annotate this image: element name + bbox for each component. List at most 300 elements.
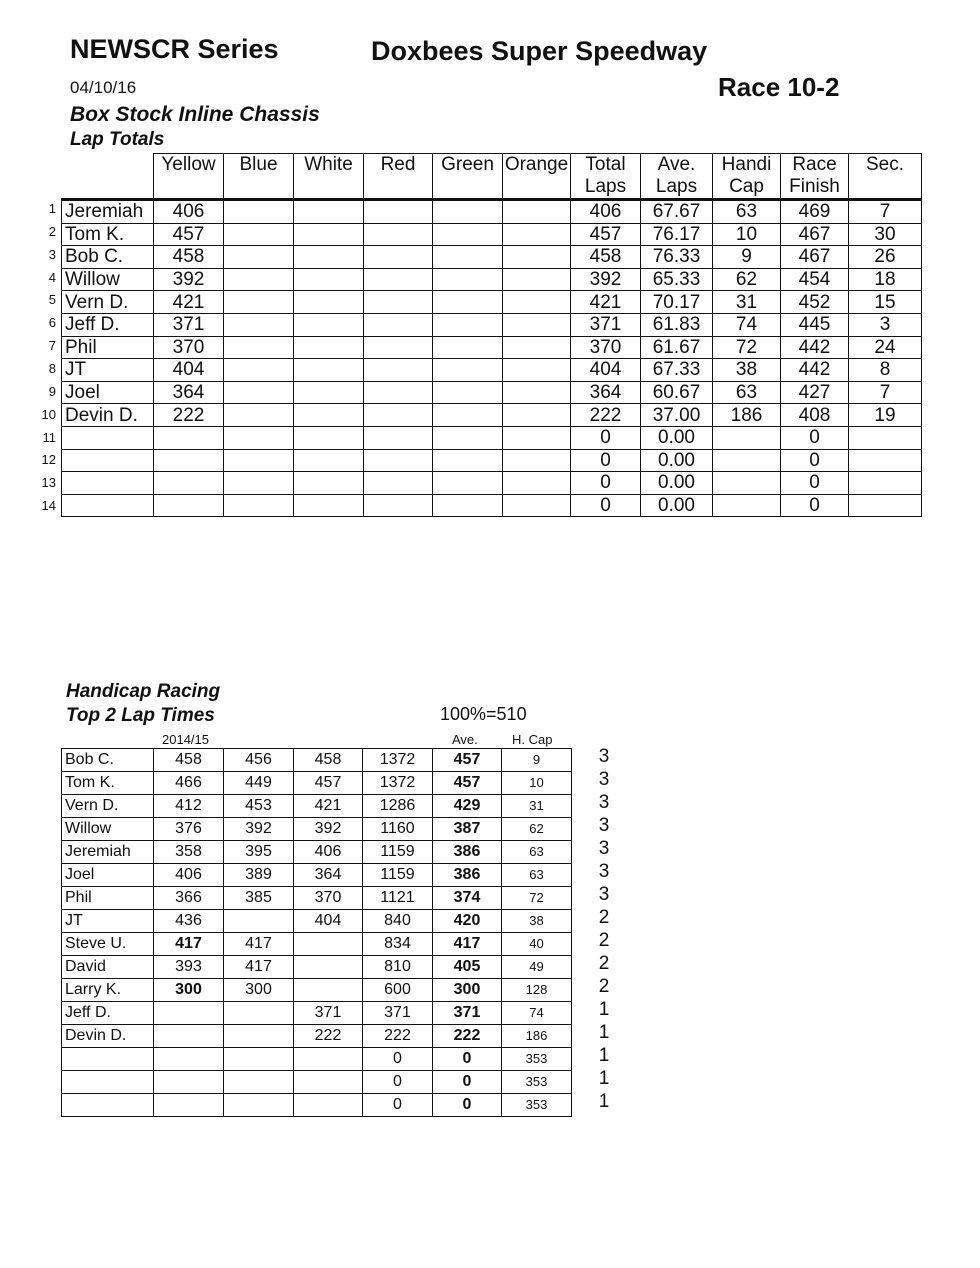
- cell-ave: 76.17: [641, 223, 713, 246]
- cell-hcap: 31: [502, 795, 572, 818]
- table-row: [62, 268, 922, 291]
- driver-name: JT: [62, 910, 154, 933]
- table-row: [62, 933, 572, 956]
- cell-green: [433, 494, 503, 517]
- cell-handicap: [713, 494, 781, 517]
- cell-finish: 427: [781, 381, 849, 404]
- cell-orange: [503, 291, 571, 314]
- cell-sum: 0: [363, 1048, 433, 1071]
- cell-finish: 445: [781, 313, 849, 336]
- cell-green: [433, 268, 503, 291]
- cell-hcap: 128: [502, 979, 572, 1002]
- cell-time-3: [294, 1048, 363, 1071]
- driver-name: Phil: [62, 336, 154, 359]
- cell-ave: 37.00: [641, 404, 713, 427]
- driver-name: Joel: [62, 381, 154, 404]
- column-header: [503, 154, 571, 200]
- cell-orange: [503, 246, 571, 269]
- table-row: [62, 313, 922, 336]
- driver-name: [62, 472, 154, 495]
- cell-handicap: 63: [713, 200, 781, 224]
- table-row: [62, 246, 922, 269]
- cell-ave: 386: [433, 841, 502, 864]
- cell-ave: 76.33: [641, 246, 713, 269]
- cell-time-2: [224, 1025, 294, 1048]
- cell-ave: 70.17: [641, 291, 713, 314]
- cell-ave: 0.00: [641, 494, 713, 517]
- cell-orange: [503, 336, 571, 359]
- cell-white: [294, 313, 364, 336]
- cell-hcap: 353: [502, 1094, 572, 1117]
- cell-sum: 600: [363, 979, 433, 1002]
- cell-sec: 18: [849, 268, 922, 291]
- cell-hcap: 353: [502, 1071, 572, 1094]
- cell-ave: 0: [433, 1071, 502, 1094]
- cell-yellow: [154, 472, 224, 495]
- cell-time-2: 300: [224, 979, 294, 1002]
- column-header-line1: Green: [441, 154, 494, 175]
- column-header-line2: Laps: [584, 176, 627, 197]
- cell-sum: 834: [363, 933, 433, 956]
- cell-orange: [503, 223, 571, 246]
- cell-time-2: [224, 1094, 294, 1117]
- cell-ave: 67.67: [641, 200, 713, 224]
- cell-time-2: [224, 1048, 294, 1071]
- cell-total: 404: [571, 359, 641, 382]
- cell-time-3: 370: [294, 887, 363, 910]
- entry-count: 1: [598, 1045, 610, 1066]
- cell-finish: 0: [781, 449, 849, 472]
- cell-time-2: 456: [224, 749, 294, 772]
- ave-column-label: Ave.: [452, 732, 478, 747]
- cell-finish: 0: [781, 426, 849, 449]
- percent-note: 100%=510: [440, 704, 527, 724]
- table-row: [62, 449, 922, 472]
- cell-blue: [224, 426, 294, 449]
- cell-handicap: [713, 449, 781, 472]
- cell-ave: 374: [433, 887, 502, 910]
- row-number: 14: [41, 498, 56, 514]
- cell-hcap: 353: [502, 1048, 572, 1071]
- cell-sec: [849, 494, 922, 517]
- cell-sec: [849, 449, 922, 472]
- cell-ave: 0: [433, 1094, 502, 1117]
- cell-time-2: 395: [224, 841, 294, 864]
- cell-sec: 26: [849, 246, 922, 269]
- cell-green: [433, 246, 503, 269]
- driver-name: [62, 1094, 154, 1117]
- cell-yellow: 371: [154, 313, 224, 336]
- driver-name: JT: [62, 359, 154, 382]
- cell-hcap: 40: [502, 933, 572, 956]
- cell-sec: 7: [849, 381, 922, 404]
- column-header-line1: Total: [585, 154, 626, 175]
- cell-white: [294, 472, 364, 495]
- table-row: [62, 223, 922, 246]
- driver-name: [62, 1048, 154, 1071]
- cell-handicap: 62: [713, 268, 781, 291]
- cell-time-1: 358: [154, 841, 224, 864]
- cell-time-1: 376: [154, 818, 224, 841]
- cell-finish: 467: [781, 246, 849, 269]
- cell-time-2: 385: [224, 887, 294, 910]
- cell-white: [294, 223, 364, 246]
- cell-sum: 840: [363, 910, 433, 933]
- cell-hcap: 63: [502, 841, 572, 864]
- cell-red: [364, 268, 433, 291]
- cell-time-2: 392: [224, 818, 294, 841]
- cell-handicap: 38: [713, 359, 781, 382]
- cell-green: [433, 404, 503, 427]
- table-row: [62, 979, 572, 1002]
- entry-count: 2: [598, 907, 610, 928]
- cell-ave: 405: [433, 956, 502, 979]
- cell-red: [364, 200, 433, 224]
- cell-green: [433, 359, 503, 382]
- cell-sec: [849, 426, 922, 449]
- column-header: [571, 154, 641, 200]
- row-number: 13: [41, 475, 56, 491]
- table-row: [62, 1094, 572, 1117]
- table-row: [62, 494, 922, 517]
- cell-finish: 442: [781, 359, 849, 382]
- cell-time-1: 458: [154, 749, 224, 772]
- cell-time-1: [154, 1094, 224, 1117]
- cell-time-1: 436: [154, 910, 224, 933]
- cell-blue: [224, 404, 294, 427]
- cell-red: [364, 472, 433, 495]
- cell-orange: [503, 381, 571, 404]
- row-number: 8: [48, 360, 56, 376]
- cell-sum: 0: [363, 1094, 433, 1117]
- column-header-line2: Finish: [789, 176, 840, 197]
- cell-handicap: 186: [713, 404, 781, 427]
- cell-orange: [503, 426, 571, 449]
- cell-blue: [224, 200, 294, 224]
- driver-name: Jeff D.: [62, 313, 154, 336]
- cell-total: 0: [571, 494, 641, 517]
- cell-green: [433, 223, 503, 246]
- cell-red: [364, 359, 433, 382]
- cell-green: [433, 426, 503, 449]
- cell-red: [364, 223, 433, 246]
- cell-ave: 61.83: [641, 313, 713, 336]
- cell-hcap: 186: [502, 1025, 572, 1048]
- cell-sum: 222: [363, 1025, 433, 1048]
- row-number: 5: [48, 292, 56, 308]
- cell-sum: 371: [363, 1002, 433, 1025]
- cell-finish: 452: [781, 291, 849, 314]
- column-header-line1: Blue: [239, 154, 278, 175]
- cell-time-3: 406: [294, 841, 363, 864]
- cell-blue: [224, 359, 294, 382]
- cell-orange: [503, 472, 571, 495]
- cell-green: [433, 381, 503, 404]
- cell-time-3: 371: [294, 1002, 363, 1025]
- column-header: [433, 154, 503, 200]
- driver-name: Jeff D.: [62, 1002, 154, 1025]
- column-header-line1: Handi: [721, 154, 772, 175]
- cell-handicap: [713, 472, 781, 495]
- cell-finish: 454: [781, 268, 849, 291]
- table-row: [62, 749, 572, 772]
- column-header: [849, 154, 922, 200]
- driver-name: Bob C.: [62, 246, 154, 269]
- row-number: 2: [48, 223, 56, 239]
- entry-count: 2: [598, 930, 610, 951]
- cell-ave: 0.00: [641, 426, 713, 449]
- column-header: [713, 154, 781, 200]
- cell-ave: 429: [433, 795, 502, 818]
- cell-blue: [224, 268, 294, 291]
- cell-sec: 30: [849, 223, 922, 246]
- table-row: [62, 200, 922, 224]
- cell-white: [294, 336, 364, 359]
- cell-hcap: 63: [502, 864, 572, 887]
- cell-handicap: 9: [713, 246, 781, 269]
- column-header-line2: Laps: [655, 176, 698, 197]
- handicap-subtitle: Top 2 Lap Times: [66, 705, 215, 726]
- table-row: [62, 795, 572, 818]
- cell-red: [364, 291, 433, 314]
- driver-name: [62, 494, 154, 517]
- cell-ave: 387: [433, 818, 502, 841]
- cell-sec: 3: [849, 313, 922, 336]
- cell-total: 457: [571, 223, 641, 246]
- cell-orange: [503, 359, 571, 382]
- cell-sec: 15: [849, 291, 922, 314]
- cell-hcap: 10: [502, 772, 572, 795]
- handicap-title: Handicap Racing: [66, 681, 221, 702]
- cell-handicap: 72: [713, 336, 781, 359]
- driver-name: Jeremiah: [62, 841, 154, 864]
- cell-time-2: 389: [224, 864, 294, 887]
- table-row: [62, 841, 572, 864]
- entry-count: 3: [598, 792, 610, 813]
- cell-ave: 222: [433, 1025, 502, 1048]
- cell-blue: [224, 381, 294, 404]
- cell-orange: [503, 449, 571, 472]
- cell-green: [433, 291, 503, 314]
- cell-time-2: [224, 910, 294, 933]
- cell-ave: 67.33: [641, 359, 713, 382]
- cell-green: [433, 449, 503, 472]
- cell-yellow: 392: [154, 268, 224, 291]
- cell-yellow: [154, 449, 224, 472]
- cell-white: [294, 291, 364, 314]
- cell-time-2: [224, 1071, 294, 1094]
- cell-red: [364, 449, 433, 472]
- row-number: 9: [48, 383, 56, 399]
- cell-total: 392: [571, 268, 641, 291]
- cell-finish: 469: [781, 200, 849, 224]
- cell-red: [364, 404, 433, 427]
- cell-time-3: [294, 1071, 363, 1094]
- cell-total: 421: [571, 291, 641, 314]
- cell-red: [364, 381, 433, 404]
- cell-blue: [224, 472, 294, 495]
- cell-yellow: 457: [154, 223, 224, 246]
- table-row: [62, 291, 922, 314]
- entry-count: 2: [598, 976, 610, 997]
- cell-sum: 1372: [363, 749, 433, 772]
- cell-time-2: 417: [224, 956, 294, 979]
- cell-total: 222: [571, 404, 641, 427]
- table-row: [62, 1071, 572, 1094]
- cell-total: 371: [571, 313, 641, 336]
- cell-time-1: 393: [154, 956, 224, 979]
- cell-blue: [224, 291, 294, 314]
- table-row: [62, 381, 922, 404]
- cell-hcap: 38: [502, 910, 572, 933]
- cell-time-2: [224, 1002, 294, 1025]
- column-header: [294, 154, 364, 200]
- cell-blue: [224, 246, 294, 269]
- handicap-table: [61, 748, 572, 1117]
- driver-name: Willow: [62, 818, 154, 841]
- entry-count: 3: [598, 769, 610, 790]
- cell-ave: 0.00: [641, 472, 713, 495]
- cell-total: 0: [571, 426, 641, 449]
- cell-green: [433, 336, 503, 359]
- cell-blue: [224, 449, 294, 472]
- cell-time-3: [294, 1094, 363, 1117]
- entry-count: 3: [598, 884, 610, 905]
- entry-count: 3: [598, 861, 610, 882]
- entry-count: 1: [598, 1022, 610, 1043]
- cell-yellow: 404: [154, 359, 224, 382]
- cell-time-2: 417: [224, 933, 294, 956]
- cell-orange: [503, 268, 571, 291]
- cell-white: [294, 404, 364, 427]
- cell-total: 458: [571, 246, 641, 269]
- table-row: [62, 956, 572, 979]
- cell-ave: 457: [433, 772, 502, 795]
- driver-name: Steve U.: [62, 933, 154, 956]
- cell-yellow: 458: [154, 246, 224, 269]
- row-number: 11: [42, 429, 56, 445]
- cell-sum: 1159: [363, 841, 433, 864]
- cell-finish: 0: [781, 494, 849, 517]
- driver-name: Vern D.: [62, 291, 154, 314]
- cell-finish: 0: [781, 472, 849, 495]
- cell-yellow: 222: [154, 404, 224, 427]
- cell-orange: [503, 200, 571, 224]
- column-header-line1: Sec.: [865, 154, 905, 175]
- cell-yellow: [154, 494, 224, 517]
- cell-finish: 467: [781, 223, 849, 246]
- driver-name: [62, 426, 154, 449]
- table-row: [62, 864, 572, 887]
- header-blank: [62, 154, 154, 200]
- cell-hcap: 74: [502, 1002, 572, 1025]
- year-column-label: 2014/15: [162, 732, 209, 747]
- table-row: [62, 887, 572, 910]
- table-row: [62, 910, 572, 933]
- cell-handicap: 31: [713, 291, 781, 314]
- cell-yellow: 364: [154, 381, 224, 404]
- table-row: [62, 1002, 572, 1025]
- column-header-line1: Orange: [504, 154, 569, 175]
- column-header: [364, 154, 433, 200]
- cell-blue: [224, 494, 294, 517]
- column-header: [224, 154, 294, 200]
- cell-white: [294, 381, 364, 404]
- cell-red: [364, 426, 433, 449]
- cell-ave: 386: [433, 864, 502, 887]
- entry-count: 3: [598, 746, 610, 767]
- cell-sec: 24: [849, 336, 922, 359]
- driver-name: Jeremiah: [62, 200, 154, 224]
- cell-ave: 371: [433, 1002, 502, 1025]
- driver-name: David: [62, 956, 154, 979]
- header-row: [62, 154, 922, 200]
- cell-time-1: 366: [154, 887, 224, 910]
- cell-hcap: 49: [502, 956, 572, 979]
- cell-sec: 8: [849, 359, 922, 382]
- driver-name: Tom K.: [62, 223, 154, 246]
- driver-name: Bob C.: [62, 749, 154, 772]
- cell-total: 0: [571, 472, 641, 495]
- cell-sum: 810: [363, 956, 433, 979]
- cell-handicap: 63: [713, 381, 781, 404]
- cell-ave: 417: [433, 933, 502, 956]
- cell-time-2: 449: [224, 772, 294, 795]
- driver-name: Devin D.: [62, 404, 154, 427]
- cell-ave: 420: [433, 910, 502, 933]
- driver-name: Tom K.: [62, 772, 154, 795]
- cell-orange: [503, 494, 571, 517]
- driver-name: Willow: [62, 268, 154, 291]
- cell-time-1: 412: [154, 795, 224, 818]
- cell-ave: 0: [433, 1048, 502, 1071]
- cell-total: 406: [571, 200, 641, 224]
- entry-count: 3: [598, 838, 610, 859]
- column-header-line2: Cap: [729, 176, 764, 197]
- table-row: [62, 1025, 572, 1048]
- entry-count: 2: [598, 953, 610, 974]
- cell-sum: 1372: [363, 772, 433, 795]
- series-title: NEWSCR Series: [70, 34, 279, 64]
- cell-white: [294, 426, 364, 449]
- row-number: 6: [48, 315, 56, 331]
- cell-hcap: 62: [502, 818, 572, 841]
- entry-count: 1: [598, 1091, 610, 1112]
- cell-green: [433, 472, 503, 495]
- cell-handicap: [713, 426, 781, 449]
- cell-ave: 300: [433, 979, 502, 1002]
- cell-time-1: 300: [154, 979, 224, 1002]
- cell-yellow: [154, 426, 224, 449]
- cell-total: 364: [571, 381, 641, 404]
- cell-time-3: [294, 933, 363, 956]
- cell-orange: [503, 313, 571, 336]
- race-number: Race 10-2: [718, 72, 840, 102]
- cell-time-1: [154, 1071, 224, 1094]
- cell-time-1: [154, 1048, 224, 1071]
- class-title: Box Stock Inline Chassis: [70, 103, 320, 126]
- cell-time-1: 466: [154, 772, 224, 795]
- column-header: [641, 154, 713, 200]
- column-header-line1: Race: [792, 154, 837, 175]
- cell-green: [433, 200, 503, 224]
- cell-time-3: 458: [294, 749, 363, 772]
- driver-name: Phil: [62, 887, 154, 910]
- cell-total: 0: [571, 449, 641, 472]
- driver-name: Joel: [62, 864, 154, 887]
- table-row: [62, 404, 922, 427]
- cell-sec: [849, 472, 922, 495]
